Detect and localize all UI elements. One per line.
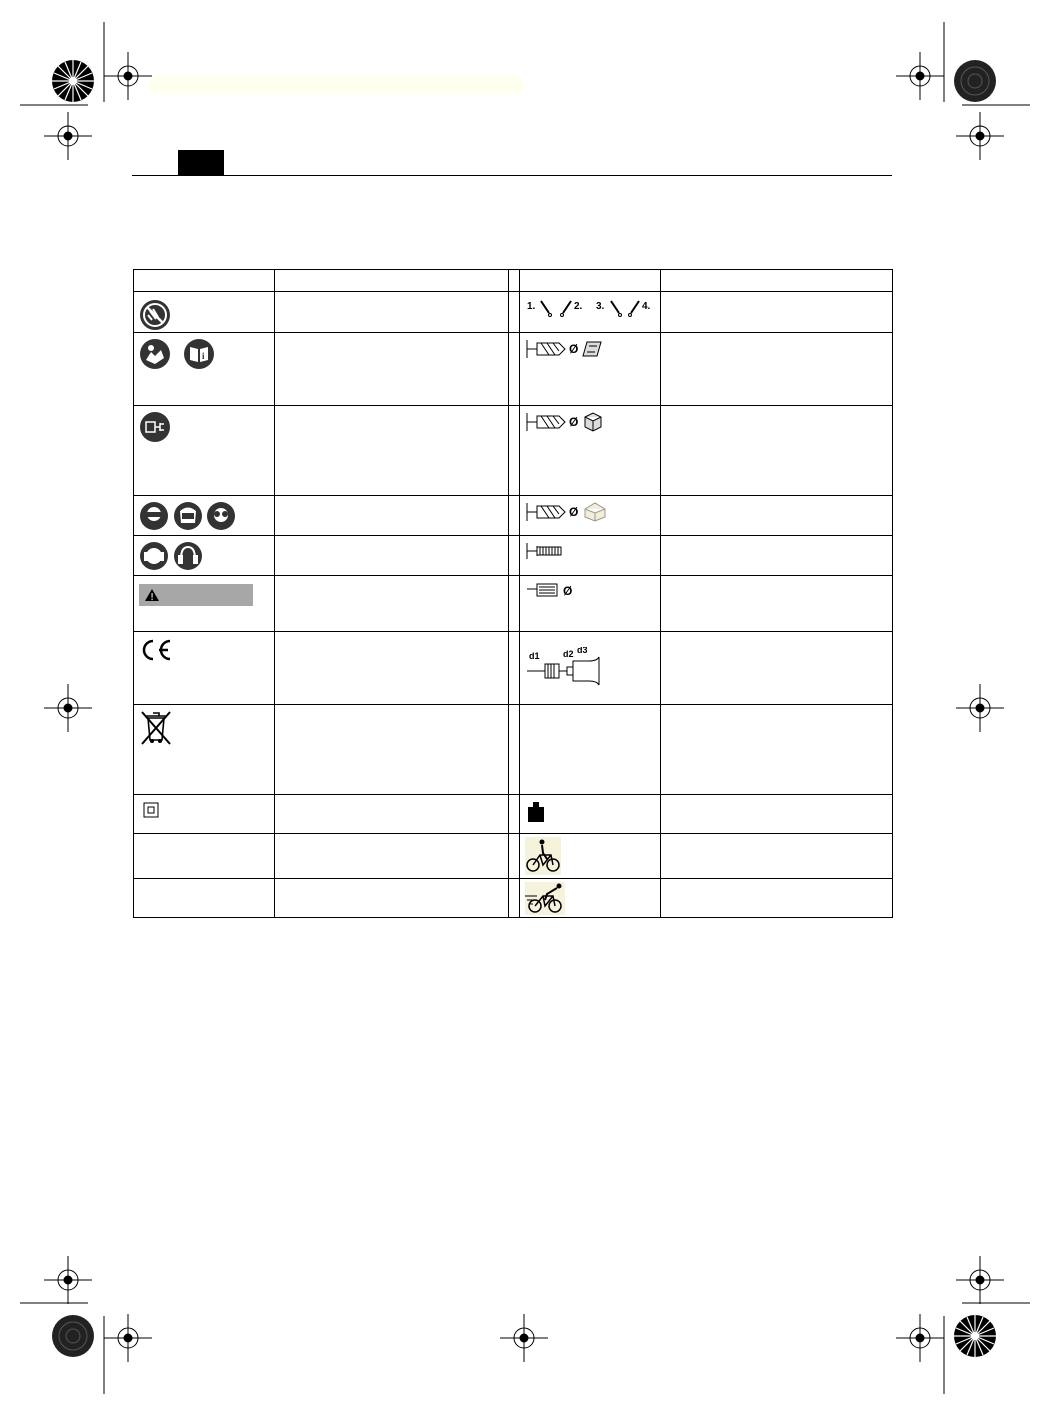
drill-masonry-icon xyxy=(525,411,615,433)
svg-text:3.: 3. xyxy=(596,301,605,312)
registration-mark xyxy=(956,112,1004,160)
table-row xyxy=(134,576,893,632)
symbol-cell xyxy=(520,705,661,795)
header-cell xyxy=(509,270,520,292)
goggles-icon xyxy=(139,501,169,531)
read-manual-icon xyxy=(139,338,171,370)
spacer-cell xyxy=(509,496,520,536)
table-row xyxy=(134,705,893,795)
description-cell xyxy=(661,576,893,632)
registration-mark xyxy=(956,684,1004,732)
symbol-cell xyxy=(520,879,661,918)
spacer-cell xyxy=(509,834,520,879)
spindle-diameters-icon xyxy=(525,647,615,687)
header-cell xyxy=(520,270,661,292)
description-cell xyxy=(275,705,509,795)
svg-text:Ø: Ø xyxy=(569,505,579,519)
starburst-target xyxy=(51,59,95,103)
weight-icon xyxy=(527,801,545,823)
registration-mark xyxy=(956,1256,1004,1304)
starburst-target xyxy=(953,59,997,103)
registration-mark xyxy=(500,1314,548,1362)
table-row xyxy=(134,795,893,834)
description-cell xyxy=(275,795,509,834)
description-cell xyxy=(661,496,893,536)
svg-text:1.: 1. xyxy=(527,301,536,312)
registration-mark xyxy=(104,52,152,100)
header-cell xyxy=(661,270,893,292)
description-cell xyxy=(275,292,509,333)
svg-text:2.: 2. xyxy=(574,301,583,312)
manual-book-icon xyxy=(183,338,215,370)
starburst-target xyxy=(953,1314,997,1358)
description-cell xyxy=(661,632,893,705)
symbol-cell xyxy=(520,576,661,632)
spacer-cell xyxy=(509,406,520,496)
spacer-cell xyxy=(509,705,520,795)
registration-mark xyxy=(104,1314,152,1362)
header-cell xyxy=(275,270,509,292)
ear-protection-icon xyxy=(139,541,169,571)
table-row xyxy=(134,834,893,879)
table-row xyxy=(134,496,893,536)
drill-wood-icon xyxy=(525,501,615,523)
drill-steel-icon xyxy=(525,338,615,360)
symbol-cell xyxy=(520,795,661,834)
spacer-cell xyxy=(509,795,520,834)
spacer-cell xyxy=(509,879,520,918)
core-bit-icon xyxy=(525,581,585,601)
ce-mark-icon xyxy=(139,638,173,662)
table-row xyxy=(134,879,893,918)
registration-mark xyxy=(896,52,944,100)
description-cell xyxy=(661,879,893,918)
description-cell xyxy=(661,536,893,576)
starburst-target xyxy=(51,1314,95,1358)
svg-text:i: i xyxy=(202,351,205,361)
registration-mark xyxy=(896,1314,944,1362)
warning-triangle-icon xyxy=(144,588,160,602)
symbol-cell xyxy=(134,632,275,705)
spacer-cell xyxy=(509,536,520,576)
symbol-cell xyxy=(520,496,661,536)
symbol-cell xyxy=(520,292,661,333)
symbol-cell xyxy=(134,576,275,632)
description-cell xyxy=(275,632,509,705)
double-insulation-icon xyxy=(143,802,159,818)
symbol-cell xyxy=(134,536,275,576)
description-cell xyxy=(275,834,509,879)
table-header-row xyxy=(134,270,893,292)
table-row xyxy=(134,292,893,333)
symbol-cell xyxy=(520,834,661,879)
spacer-cell xyxy=(509,632,520,705)
symbol-cell xyxy=(134,333,275,406)
no-touch-icon xyxy=(139,299,171,331)
description-cell xyxy=(661,333,893,406)
face-shield-icon xyxy=(173,501,203,531)
symbol-cell xyxy=(520,333,661,406)
spacer-cell xyxy=(509,333,520,406)
description-cell xyxy=(275,576,509,632)
description-cell xyxy=(275,536,509,576)
svg-text:Ø: Ø xyxy=(569,415,579,429)
svg-text:d2: d2 xyxy=(563,649,574,659)
description-cell xyxy=(275,879,509,918)
slow-speed-bicycle-icon xyxy=(525,837,561,875)
description-cell xyxy=(275,406,509,496)
unplug-icon xyxy=(139,411,171,443)
symbol-table xyxy=(133,269,893,918)
description-cell xyxy=(275,496,509,536)
safety-glasses-icon xyxy=(206,501,236,531)
registration-mark xyxy=(44,1256,92,1304)
symbol-cell xyxy=(520,632,661,705)
spacer-cell xyxy=(509,576,520,632)
ear-muffs-icon xyxy=(173,541,203,571)
registration-mark xyxy=(44,684,92,732)
svg-text:4.: 4. xyxy=(642,301,651,312)
symbol-cell xyxy=(134,496,275,536)
fast-speed-bicycle-icon xyxy=(525,882,565,915)
weee-bin-icon xyxy=(139,710,173,746)
description-cell xyxy=(661,292,893,333)
description-cell xyxy=(661,705,893,795)
table-row xyxy=(134,333,893,406)
symbol-cell xyxy=(134,834,275,879)
symbol-cell xyxy=(134,406,275,496)
registration-mark xyxy=(44,112,92,160)
svg-text:Ø: Ø xyxy=(569,342,579,356)
symbol-cell xyxy=(134,705,275,795)
svg-text:Ø: Ø xyxy=(563,584,573,598)
svg-text:d3: d3 xyxy=(577,647,588,655)
symbol-cell xyxy=(520,406,661,496)
svg-text:d1: d1 xyxy=(529,651,540,661)
description-cell xyxy=(661,834,893,879)
header-cell xyxy=(134,270,275,292)
table-row xyxy=(134,632,893,705)
symbol-cell xyxy=(134,292,275,333)
description-cell xyxy=(275,333,509,406)
symbol-cell xyxy=(134,795,275,834)
table-row xyxy=(134,536,893,576)
symbol-cell xyxy=(134,879,275,918)
description-cell xyxy=(661,795,893,834)
thread-icon xyxy=(525,541,575,561)
symbol-cell xyxy=(520,536,661,576)
table-row xyxy=(134,406,893,496)
switch-sequence-icon xyxy=(525,297,655,321)
description-cell xyxy=(661,406,893,496)
spacer-cell xyxy=(509,292,520,333)
